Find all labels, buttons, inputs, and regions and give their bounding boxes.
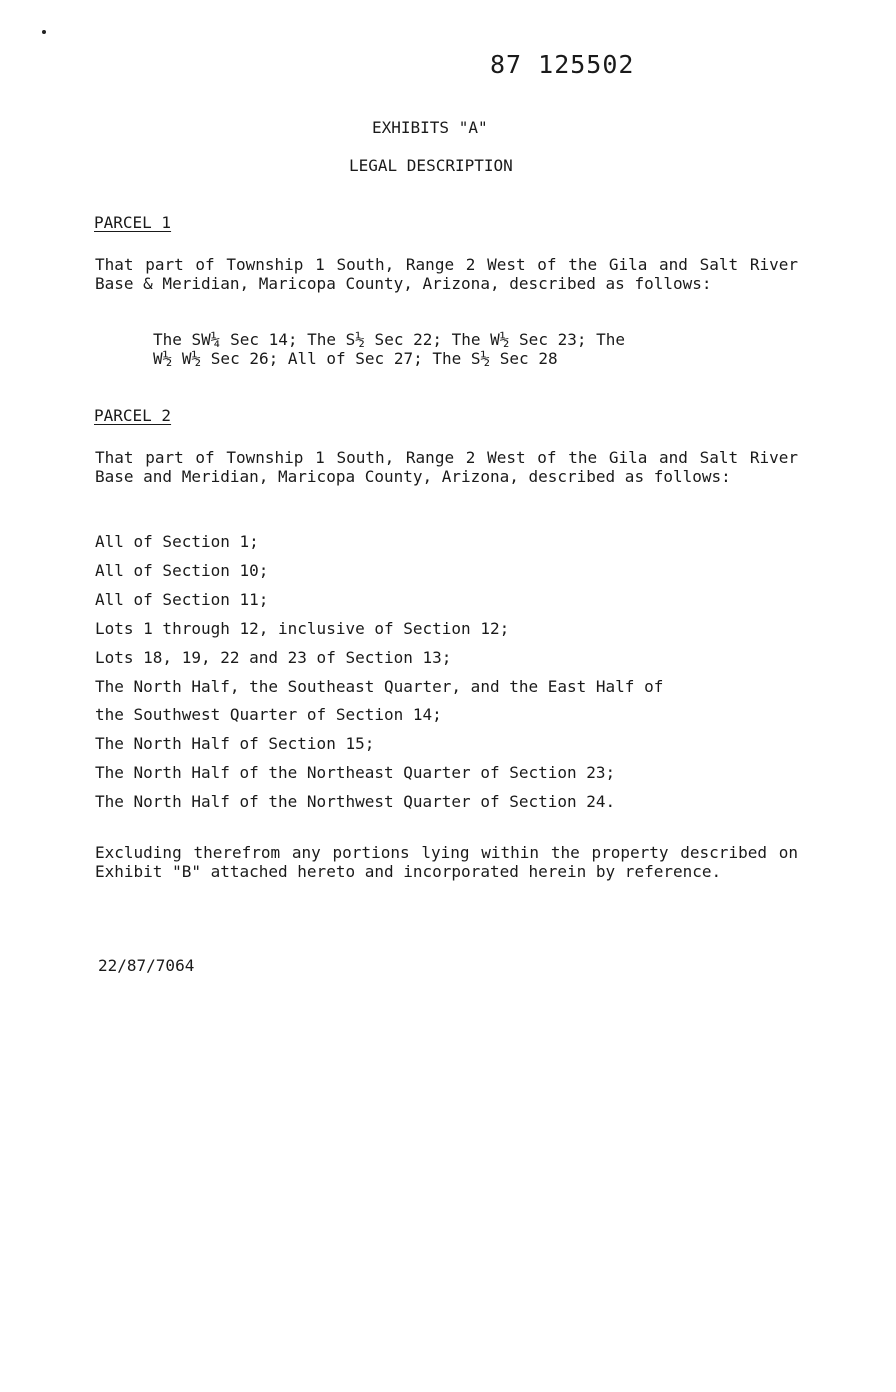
list-item: The North Half of the Northeast Quarter of Section 23; — [95, 763, 616, 782]
list-item: All of Section 11; — [95, 590, 269, 609]
legal-description-subtitle: LEGAL DESCRIPTION — [349, 156, 513, 175]
list-item: All of Section 10; — [95, 561, 269, 580]
list-item: The North Half of the Northwest Quarter of Section 24. — [95, 792, 616, 811]
parcel-1-detail-line-2: W½ W½ Sec 26; All of Sec 27; The S½ Sec 28 — [153, 349, 558, 368]
parcel-2-heading: PARCEL 2 — [94, 406, 172, 425]
list-item: The North Half of Section 15; — [95, 734, 375, 753]
list-item: the Southwest Quarter of Section 14; — [95, 705, 442, 724]
document-number: 87 125502 — [490, 50, 635, 79]
list-item: The North Half, the Southeast Quarter, and the East Half of — [95, 677, 664, 696]
parcel-1-detail-line-1: The SW¼ Sec 14; The S½ Sec 22; The W½ Sec 23; The — [153, 330, 626, 349]
parcel-2-intro: That part of Township 1 South, Range 2 West of the Gila and Salt River Base and Meridian, Maricopa County, Arizona, described as follows: — [95, 448, 798, 486]
scan-speck — [42, 30, 46, 34]
parcel-1-heading: PARCEL 1 — [94, 213, 172, 232]
list-item: All of Section 1; — [95, 532, 259, 551]
list-item: Lots 18, 19, 22 and 23 of Section 13; — [95, 648, 452, 667]
list-item: Lots 1 through 12, inclusive of Section 12; — [95, 619, 510, 638]
exclusion-paragraph: Excluding therefrom any portions lying within the property described on Exhibit "B" attached hereto and incorporated herein by reference. — [95, 843, 798, 881]
parcel-1-intro: That part of Township 1 South, Range 2 West of the Gila and Salt River Base & Meridian, Maricopa County, Arizona, described as follows: — [95, 255, 798, 293]
exhibit-title: EXHIBITS "A" — [372, 118, 488, 137]
footer-reference-code: 22/87/7064 — [98, 956, 195, 975]
